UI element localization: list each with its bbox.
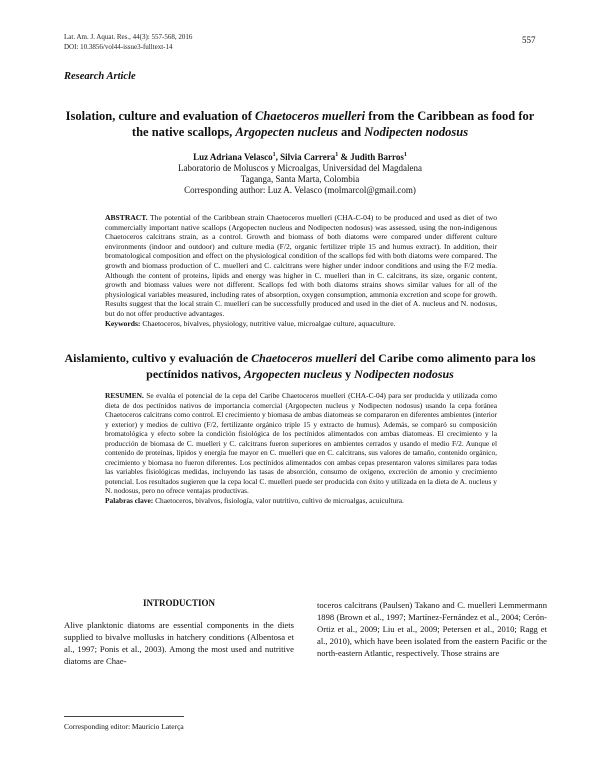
doi: DOI: 10.3856/vol44-issue3-fulltext-14 <box>64 43 173 51</box>
intro-right-column: toceros calcitrans (Paulsen) Takano and C. muelleri Lemmermann 1898 (Brown et al., 1997; Martínez-Fernández et al., 2004; Cerón-Ortiz et al., 2009; Liu et al., 2009; Petersen et al., 2010; Ragg et al., 2010), which have been isolated from the eastern Pacific or the north-eastern Atlantic, respectively. Those strains are <box>317 600 547 658</box>
affiliation: Laboratorio de Moluscos y Microalgas, Universidad del Magdalena <box>178 163 422 173</box>
abstract-spanish: RESUMEN. Se evalúa el potencial de la cepa del Caribe Chaetoceros muelleri (CHA-C-04) para ser producida y utilizada como dieta de dos pectínidos nativos de importancia comercial (Argopecten nucleus y Nodipecten nodosus) usando la cepa foránea Chaetoceros calcitrans como control. El crecimiento y biomasa de ambas diatomeas se compararon en diferentes ambientes (interior y exterior) y medios de cultivo (F/2, fertilizante orgánico triple 15 y extracto de humus). Además, se comparó su composición bromatológica y efecto sobre la condición fisiológica de los pectínidos alimentados con ambas diatomeas. El crecimiento y la producción de biomasa de C. muelleri y C. calcitrans fueron superiores en ambientes cerrados y usando el medio F/2. Aunque el contenido de proteínas, lípidos y energía fue mayor en C. muelleri que en C. calcitrans, sus valores de tamaño, contenido orgánico, crecimiento y biomasa no fueron diferentes. Los pectínidos alimentados con ambas cepas presentaron valores similares para todas las variables fisiológicas medidas, incluyendo las tasas de absorción, consumo de oxígeno, excreción de amonio y crecimiento potencial. Los resultados sugieren que la cepa local C. muelleri puede ser producida con éxito y utilizada en la dieta de A. nucleus y N. nodosus, pero no ofrece ventajas productivas. Palabras clave: Chaetoceros, bivalvos, fisiología, valor nutritivo, cultivo de microalgas, acuicultura. <box>105 391 497 505</box>
keywords: Chaetoceros, bivalves, physiology, nutritive value, microalgae culture, aquaculture. <box>140 318 396 328</box>
footnote-rule <box>64 716 184 717</box>
title-english: Isolation, culture and evaluation of Chaetoceros muelleri from the Caribbean as food for the native scallops, Argopecten nucleus and Nodipecten nodosus <box>65 109 535 139</box>
footnote-editor: Corresponding editor: Mauricio Laterça <box>64 722 184 731</box>
intro-left-column: Alive planktonic diatoms are essential components in the diets supplied to bivalve mollusks in hatchery conditions (Albentosa et al., 1997; Ponis et al., 2003). Among the most used and nutritive diatoms are Chae- <box>64 620 294 666</box>
keywords-label: Keywords: <box>105 318 141 328</box>
author-names: Luz Adriana Velasco$^1$, Silvia Carrera$^1$ & Judith Barros$^1$ <box>193 152 407 162</box>
section-label: Research Article <box>64 71 136 82</box>
intro-heading: INTRODUCTION <box>142 598 215 608</box>
author-block <box>60 150 540 196</box>
palabras-clave: Chaetoceros, bivalvos, fisiología, valor nutritivo, cultivo de microalgas, acuicultura. <box>153 495 404 505</box>
affiliation-location: Taganga, Santa Marta, Colombia <box>240 174 360 184</box>
abstract-english: ABSTRACT. The potential of the Caribbean strain Chaetoceros muelleri (CHA-C-04) to be produced and used as diet of two commercially important native scallops (Argopecten nucleus and Nodipecten nodosus) was assessed, using the non-indigenous Chaetoceros calcitrans strain, as a control. Growth and biomass of both diatoms were compared under different culture environments (indoor and outdoor) and culture media (F/2, organic fertilizer triple 15 and humus extract). In addition, their bromatological composition and effect on the physiological condition of the scallops fed with both diatoms were compared. The growth and biomass production of C. muelleri and C. calcitrans were higher under indoor conditions and using the F/2 media. Although the content of proteins, lipids and energy was higher in C. muelleri than in C. calcitrans, its size, organic content, growth and biomass values were not different. Scallops fed with both diatoms strains shows similar values for all of the physiological variables measured, including rates of absorption, oxygen consumption, ammonia excretion and scope for growth. Results suggest that the local strain C. muelleri can be successfully produced and used in the diet of A. nucleus and N. nodosus, but do not offer productive advantages. Keywords: Chaetoceros, bivalves, physiology, nutritive value, microalgae culture, aquaculture. <box>105 213 497 328</box>
journal-citation: Lat. Am. J. Aquat. Res., 44(3): 557-568, 2016 <box>64 33 193 41</box>
palabras-clave-label: Palabras clave: <box>105 495 154 505</box>
page-number: 557 <box>522 35 536 45</box>
title-spanish: Aislamiento, cultivo y evaluación de Chaetoceros muelleri del Caribe como alimento para los pectínidos nativos, Argopecten nucleus y Nodipecten nodosus <box>64 351 536 381</box>
corresponding-author: Corresponding author: Luz A. Velasco (molmarcol@gmail.com) <box>184 185 416 195</box>
